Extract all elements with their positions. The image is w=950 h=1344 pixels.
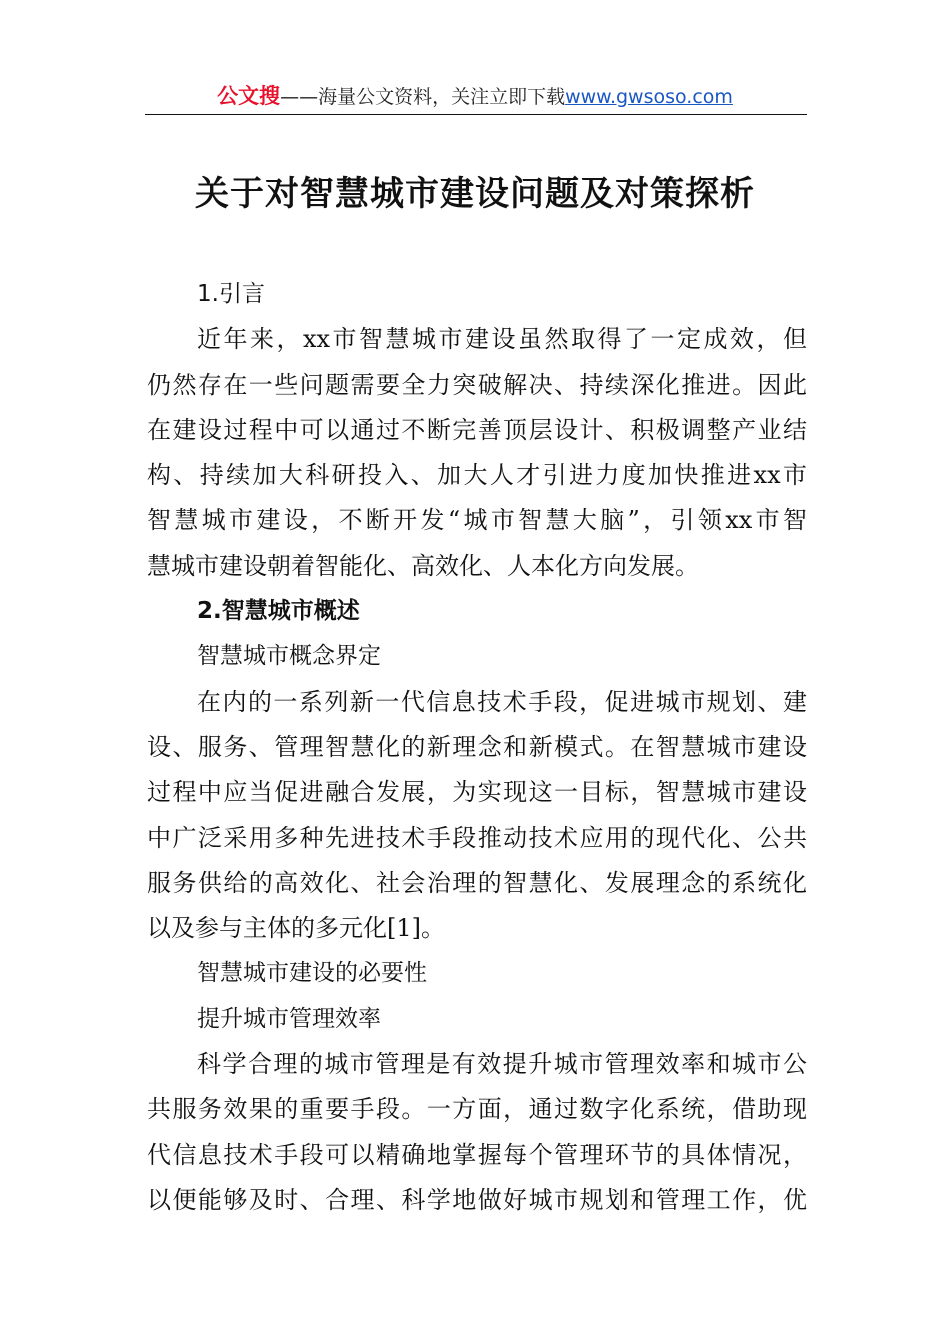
paragraph-line: 慧城市建设朝着智能化、高效化、人本化方向发展。: [147, 551, 699, 580]
paragraph-line: 近年来，xx市智慧城市建设虽然取得了一定成效，但: [197, 325, 807, 354]
header-slogan: ——海量公文资料，关注立即下载: [280, 86, 566, 108]
header-divider: [145, 114, 807, 115]
paragraph-line: 以及参与主体的多元化[1]。: [147, 914, 445, 943]
paragraph-line: 设、服务、管理智慧化的新理念和新模式。在智慧城市建设: [147, 732, 807, 761]
paragraph-line: 过程中应当促进融合发展，为实现这一目标，智慧城市建设: [147, 778, 807, 807]
paragraph-line: 仍然存在一些问题需要全力突破解决、持续深化推进。因此: [147, 370, 807, 399]
paragraph-line: 构、持续加大科研投入、加大人才引进力度加快推进xx市: [147, 461, 807, 490]
paragraph-line: 在内的一系列新一代信息技术手段，促进城市规划、建: [197, 687, 807, 716]
brand-logo-text: 公文搜: [217, 84, 281, 108]
paragraph-line: 中广泛采用多种先进技术手段推动技术应用的现代化、公共: [147, 823, 807, 852]
subsection-heading-efficiency: 提升城市管理效率: [197, 1005, 381, 1032]
document-body: [147, 272, 807, 1223]
section-heading-overview: 2.智慧城市概述: [197, 598, 360, 625]
paragraph-line: 以便能够及时、合理、科学地做好城市规划和管理工作，优: [147, 1185, 807, 1214]
paragraph-line: 服务供给的高效化、社会治理的智慧化、发展理念的系统化: [147, 868, 807, 897]
section-heading-intro: 1.引言: [197, 281, 265, 307]
website-link[interactable]: www.gwsoso.com: [565, 86, 733, 108]
document-title: 关于对智慧城市建设问题及对策探析: [195, 174, 755, 214]
subsection-heading-concept: 智慧城市概念界定: [197, 643, 381, 670]
page-header: [0, 82, 950, 111]
paragraph-line: 科学合理的城市管理是有效提升城市管理效率和城市公: [197, 1050, 807, 1079]
paragraph-line: 在建设过程中可以通过不断完善顶层设计、积极调整产业结: [147, 415, 807, 444]
paragraph-line: 共服务效果的重要手段。一方面，通过数字化系统，借助现: [147, 1095, 807, 1124]
paragraph-line: 智慧城市建设，不断开发“城市智慧大脑”，引领xx市智: [147, 506, 807, 535]
paragraph-line: 代信息技术手段可以精确地掌握每个管理环节的具体情况，: [147, 1140, 807, 1169]
subsection-heading-necessity: 智慧城市建设的必要性: [197, 960, 427, 987]
